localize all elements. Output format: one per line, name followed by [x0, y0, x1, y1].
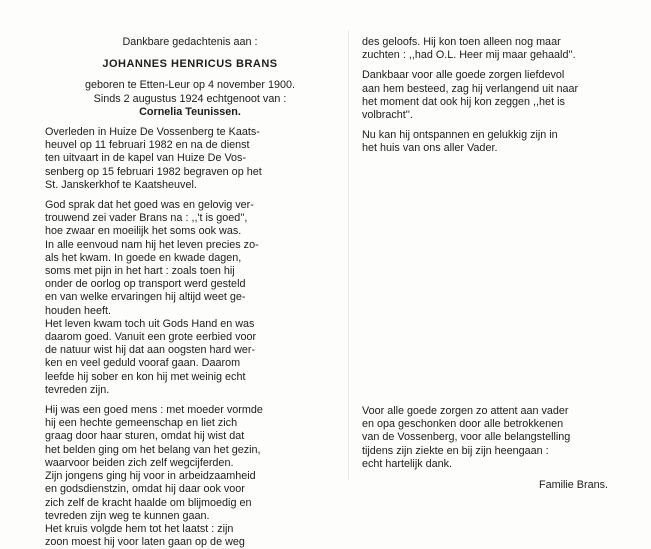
text-line: houden heeft.: [45, 304, 112, 317]
text-line: Nu kan hij ontspannen en gelukkig zijn in: [362, 129, 558, 142]
text-line: leefde hij sober en kon hij met weinig echt: [45, 370, 246, 383]
text-line: St. Janskerkhof te Kaatsheuvel.: [45, 178, 197, 191]
acknowledgement-block: [362, 405, 630, 492]
text-line: Het leven kwam toch uit Gods Hand en was: [45, 317, 255, 330]
text-line: Dankbaar voor alle goede zorgen liefdevol: [362, 69, 565, 82]
closing-block: [362, 129, 630, 155]
text-line: Zijn jongens ging hij voor in arbeidzaamheid: [45, 470, 256, 483]
tribute-paragraph-2: [45, 404, 335, 549]
text-line: hoe zwaar en moeilijk het soms ook was.: [45, 225, 242, 238]
text-line: zoon moest hij voor laten gaan op de weg: [45, 536, 245, 549]
text-line: echt hartelijk dank.: [362, 457, 453, 470]
text-line: van de Vossenberg, voor alle belangstelling: [362, 431, 571, 444]
text-line: tevreden zijn.: [45, 383, 110, 396]
text-line: als het kwam. In goede en kwade dagen,: [45, 251, 242, 264]
text-line: het huis van ons aller Vader.: [362, 142, 498, 155]
text-line: In alle eenvoud nam hij het leven precies zo-: [45, 238, 259, 251]
text-line: waarvoor beiden zich zelf wegcijferden.: [45, 456, 234, 469]
text-line: zich zelf de kracht haalde om blijmoedig en: [45, 496, 252, 509]
text-line: tijdens zijn ziekte en bij zijn heengaan :: [362, 444, 549, 457]
text-line: God sprak dat het goed was en gelovig ver-: [45, 199, 254, 212]
text-line: daarom goed. Vanuit een grote eerbied voor: [45, 331, 257, 344]
text-line: trouwend zei vader Brans na : ,,'t is goed'',: [45, 212, 248, 225]
text-line: des geloofs. Hij kon toen alleen nog maar: [362, 36, 561, 48]
card-fold-line: [348, 30, 349, 480]
text-line: volbracht''.: [362, 109, 413, 122]
text-line: en van welke ervaringen hij altijd weet ge-: [45, 291, 246, 304]
text-line: zuchten : ,,had O.L. Heer mij maar gehaald''.: [362, 49, 576, 62]
text-line: en opa geschonken door alle betrokkenen: [362, 418, 564, 431]
text-line: aan hem besteed, zag hij verlangend uit naar: [362, 82, 579, 95]
text-line: Hij was een goed mens : met moeder vormde: [45, 404, 263, 417]
text-line: het belden ging om het belang van het gezin,: [45, 443, 261, 456]
continuation-block: [362, 36, 630, 62]
family-signature: Familie Brans.: [539, 479, 608, 492]
memorial-heading: Dankbare gedachtenis aan :: [122, 36, 258, 48]
text-line: graag door haar sturen, omdat hij wist dat: [45, 430, 245, 443]
gratitude-block: [362, 69, 630, 122]
text-line: onder de oorlog op transport werd gesteld: [45, 278, 246, 291]
text-line: heuvel op 11 februari 1982 en na de dienst: [45, 139, 250, 152]
text-line: soms met pijn in het hart : zoals toen hij: [45, 265, 235, 278]
text-line: het moment dat ook hij kon zeggen ,,het is: [362, 95, 565, 108]
right-column: [362, 36, 630, 163]
text-line: de natuur wist hij dat aan oogsten hard wer-: [45, 344, 256, 357]
deceased-name: JOHANNES HENRICUS BRANS: [102, 58, 278, 71]
text-line: ken en veel geduld vooraf gaan. Daarom: [45, 357, 241, 370]
birth-marriage-block: [45, 79, 335, 119]
birth-line: geboren te Etten-Leur op 4 november 1900.: [84, 79, 296, 92]
text-line: senberg op 15 februari 1982 begraven op het: [45, 165, 262, 178]
text-line: Voor alle goede zorgen zo attent aan vader: [362, 405, 569, 417]
left-column: [45, 36, 335, 549]
text-line: ten uitvaart in de kapel van Huize De Vos-: [45, 152, 247, 165]
marriage-line: Sinds 2 augustus 1924 echtgenoot van :: [93, 92, 287, 105]
text-line: en godsdienstzin, omdat hij daar ook voor: [45, 483, 245, 496]
tribute-paragraph-1: [45, 199, 335, 397]
text-line: Het kruis volgde hem tot het laatst : zijn: [45, 522, 234, 535]
text-line: tevreden zijn weg te kunnen gaan.: [45, 509, 210, 522]
text-line: Overleden in Huize De Vossenberg te Kaats-: [45, 126, 260, 139]
obituary-block: [45, 126, 335, 192]
text-line: hij een hechte gemeenschap en liet zich: [45, 417, 238, 430]
spouse-name: Cornelia Teunissen.: [139, 105, 241, 118]
